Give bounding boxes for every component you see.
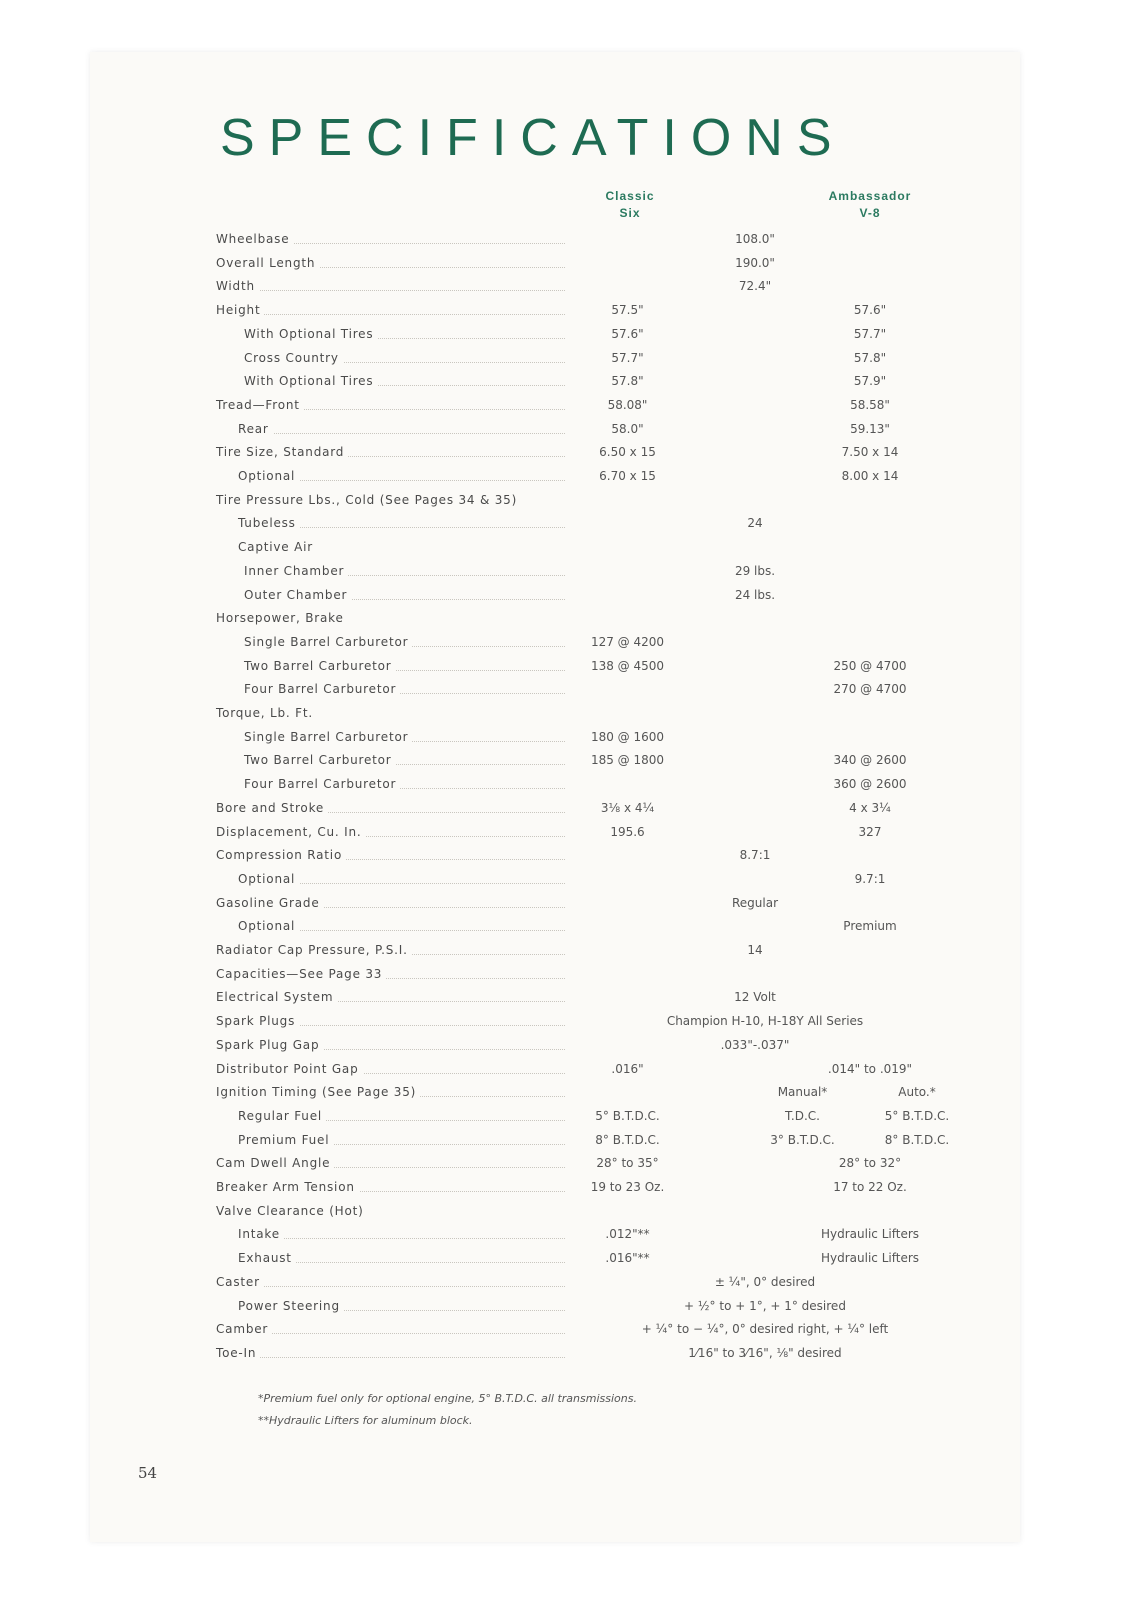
footnote-premium-fuel: *Premium fuel only for optional engine, 5° B.T.D.C. all transmissions. bbox=[258, 1392, 637, 1405]
spec-row bbox=[0, 872, 1132, 894]
spec-row bbox=[0, 540, 1132, 562]
classic-six-value: 6.70 x 15 bbox=[599, 469, 656, 483]
spec-label: Tire Pressure Lbs., Cold (See Pages 34 & 35) bbox=[216, 493, 521, 507]
ambassador-v8-value: 327 bbox=[858, 824, 882, 839]
ambassador-v8-value: Premium bbox=[843, 919, 897, 934]
ambassador-v8-value: 9.7:1 bbox=[854, 871, 886, 886]
column-header-line: Classic bbox=[605, 189, 655, 203]
spec-label: Captive Air bbox=[238, 540, 317, 554]
spec-label: Cam Dwell Angle bbox=[216, 1156, 334, 1170]
ambassador-v8-value: 8.00 x 14 bbox=[841, 469, 899, 483]
classic-six-value: 57.5" bbox=[611, 303, 644, 318]
spec-label: Tread—Front bbox=[216, 398, 304, 412]
spec-label: Height bbox=[216, 303, 264, 317]
ambassador-v8-value: 57.6" bbox=[853, 303, 887, 318]
spec-row bbox=[0, 682, 1132, 704]
classic-six-value: 58.08" bbox=[607, 397, 648, 412]
spec-label: Four Barrel Carburetor bbox=[244, 777, 400, 791]
ambassador-v8-value: 340 @ 2600 bbox=[833, 753, 907, 768]
dot-leader bbox=[224, 1322, 565, 1342]
classic-six-value: .012"** bbox=[605, 1227, 650, 1242]
shared-value: 72.4" bbox=[738, 279, 772, 294]
spec-row bbox=[0, 351, 1132, 373]
spec-row bbox=[0, 1014, 1132, 1036]
spec-label: Rear bbox=[238, 422, 273, 436]
spec-row bbox=[0, 825, 1132, 847]
classic-six-value: 8° B.T.D.C. bbox=[595, 1132, 660, 1147]
spec-row bbox=[0, 611, 1132, 633]
dot-leader bbox=[246, 422, 565, 442]
spec-label: Regular Fuel bbox=[238, 1109, 326, 1123]
classic-six-value: 3⅛ x 4¼ bbox=[600, 800, 655, 815]
shared-value: 24 bbox=[747, 516, 763, 531]
column-header-ambassador-v8 bbox=[810, 188, 930, 222]
spec-row bbox=[0, 445, 1132, 467]
spec-label: Distributor Point Gap bbox=[216, 1062, 363, 1076]
shared-value: 24 lbs. bbox=[734, 587, 776, 602]
spec-label: Spark Plugs bbox=[216, 1014, 299, 1028]
spec-label: Two Barrel Carburetor bbox=[244, 659, 396, 673]
ambassador-v8-value: 28° to 32° bbox=[838, 1156, 902, 1171]
shared-value: ± ¼", 0° desired bbox=[714, 1274, 816, 1289]
classic-six-value: 28° to 35° bbox=[596, 1156, 659, 1171]
spec-row bbox=[0, 896, 1132, 918]
spec-label: With Optional Tires bbox=[244, 327, 377, 341]
spec-row bbox=[0, 1156, 1132, 1178]
spec-row bbox=[0, 588, 1132, 610]
column-header-line: Ambassador bbox=[828, 189, 912, 203]
shared-value: 190.0" bbox=[735, 255, 775, 270]
column-header-classic-six bbox=[590, 188, 670, 222]
spec-label: Exhaust bbox=[238, 1251, 296, 1265]
ambassador-v8-value: 59.13" bbox=[850, 421, 890, 436]
spec-row bbox=[0, 1204, 1132, 1226]
spec-row bbox=[0, 493, 1132, 515]
spec-label: Torque, Lb. Ft. bbox=[216, 706, 317, 720]
spec-label: Width bbox=[216, 279, 259, 293]
spec-row bbox=[0, 469, 1132, 491]
ambassador-v8-value: 7.50 x 14 bbox=[841, 445, 899, 460]
classic-six-value: .016"** bbox=[605, 1251, 650, 1266]
spec-row bbox=[0, 1085, 1132, 1107]
spec-label: Valve Clearance (Hot) bbox=[216, 1204, 368, 1218]
spec-row bbox=[0, 990, 1132, 1012]
spec-label: Overall Length bbox=[216, 256, 319, 270]
spec-row bbox=[0, 1062, 1132, 1084]
shared-value: 12 Volt bbox=[734, 990, 776, 1005]
spec-row bbox=[0, 327, 1132, 349]
spec-label: Electrical System bbox=[216, 990, 337, 1004]
ambassador-v8-value: 270 @ 4700 bbox=[833, 682, 907, 697]
ambassador-v8-value: Hydraulic Lifters bbox=[820, 1251, 920, 1266]
shared-value: 108.0" bbox=[735, 232, 775, 246]
classic-six-value: 57.8" bbox=[611, 374, 644, 389]
shared-value: 1⁄16" to 3⁄16", ⅛" desired bbox=[688, 1345, 842, 1360]
spec-label: Bore and Stroke bbox=[216, 801, 328, 815]
spec-row bbox=[0, 753, 1132, 775]
spec-label: Optional bbox=[238, 919, 299, 933]
spec-label: Toe-In bbox=[216, 1346, 260, 1360]
ambassador-v8-value: 4 x 3¼ bbox=[849, 800, 891, 815]
column-header-line: V-8 bbox=[859, 206, 881, 220]
page-number: 54 bbox=[138, 1464, 158, 1482]
spec-row bbox=[0, 919, 1132, 941]
classic-six-value: 19 to 23 Oz. bbox=[590, 1180, 665, 1194]
spec-label: Single Barrel Carburetor bbox=[244, 635, 412, 649]
spec-row bbox=[0, 635, 1132, 657]
dot-leader bbox=[246, 1227, 565, 1247]
dot-leader bbox=[224, 1346, 565, 1366]
spec-row bbox=[0, 374, 1132, 396]
spec-row bbox=[0, 1346, 1132, 1368]
spec-row bbox=[0, 422, 1132, 444]
spec-label: Caster bbox=[216, 1275, 264, 1289]
spec-row bbox=[0, 943, 1132, 965]
ambassador-v8-value: 57.7" bbox=[853, 326, 887, 341]
ambassador-auto-value: 5° B.T.D.C. bbox=[884, 1108, 950, 1123]
shared-value: + ¼° to − ¼°, 0° desired right, + ¼° left bbox=[641, 1322, 889, 1337]
spec-label: Displacement, Cu. In. bbox=[216, 825, 366, 839]
ambassador-v8-value: .014" to .019" bbox=[827, 1061, 913, 1076]
spec-label: Radiator Cap Pressure, P.S.I. bbox=[216, 943, 412, 957]
dot-leader bbox=[224, 279, 565, 299]
spec-row bbox=[0, 1038, 1132, 1060]
shared-value: 14 bbox=[747, 943, 763, 957]
ambassador-v8-value: 58.58" bbox=[850, 397, 890, 412]
spec-row bbox=[0, 279, 1132, 301]
page-title: SPECIFICATIONS bbox=[220, 109, 846, 167]
spec-row bbox=[0, 848, 1132, 870]
footnote-hydraulic-lifters: **Hydraulic Lifters for aluminum block. bbox=[258, 1414, 473, 1427]
classic-six-value: 180 @ 1600 bbox=[590, 729, 665, 744]
ambassador-v8-value: Hydraulic Lifters bbox=[820, 1227, 920, 1242]
classic-six-value: 57.7" bbox=[611, 350, 644, 365]
spec-row bbox=[0, 659, 1132, 681]
classic-six-value: .016" bbox=[611, 1061, 644, 1076]
spec-row bbox=[0, 256, 1132, 278]
spec-label: Cross Country bbox=[244, 351, 343, 365]
classic-six-value: 138 @ 4500 bbox=[590, 658, 665, 673]
spec-label: Camber bbox=[216, 1322, 272, 1336]
shared-value: 29 lbs. bbox=[734, 563, 776, 578]
ambassador-manual-value: 3° B.T.D.C. bbox=[770, 1132, 835, 1147]
ambassador-manual-value: Manual* bbox=[777, 1085, 828, 1100]
spec-label: Optional bbox=[238, 872, 299, 886]
spec-row bbox=[0, 1275, 1132, 1297]
ambassador-auto-value: 8° B.T.D.C. bbox=[884, 1132, 950, 1147]
ambassador-v8-value: 57.8" bbox=[853, 350, 887, 365]
spec-row bbox=[0, 706, 1132, 728]
shared-value: Champion H-10, H-18Y All Series bbox=[666, 1014, 864, 1029]
spec-row bbox=[0, 303, 1132, 325]
spec-label: Single Barrel Carburetor bbox=[244, 730, 412, 744]
spec-row bbox=[0, 801, 1132, 823]
spec-label: Tubeless bbox=[238, 516, 300, 530]
spec-row bbox=[0, 232, 1132, 254]
spec-label: Four Barrel Carburetor bbox=[244, 682, 400, 696]
spec-label: Ignition Timing (See Page 35) bbox=[216, 1085, 420, 1099]
ambassador-manual-value: T.D.C. bbox=[785, 1108, 820, 1123]
classic-six-value: 195.6 bbox=[610, 824, 645, 839]
spec-label: Power Steering bbox=[238, 1299, 344, 1313]
spec-label: Capacities—See Page 33 bbox=[216, 967, 386, 981]
spec-row bbox=[0, 1227, 1132, 1249]
spec-row bbox=[0, 1133, 1132, 1155]
spec-row bbox=[0, 777, 1132, 799]
spec-label: Wheelbase bbox=[216, 232, 293, 246]
spec-row bbox=[0, 564, 1132, 586]
classic-six-value: 127 @ 4200 bbox=[590, 634, 665, 649]
spec-row bbox=[0, 730, 1132, 752]
spec-row bbox=[0, 967, 1132, 989]
spec-label: Intake bbox=[238, 1227, 284, 1241]
spec-row bbox=[0, 1299, 1132, 1321]
shared-value: + ½° to + 1°, + 1° desired bbox=[684, 1298, 846, 1313]
classic-six-value: 5° B.T.D.C. bbox=[595, 1108, 660, 1123]
spec-label: With Optional Tires bbox=[244, 374, 377, 388]
ambassador-v8-value: 17 to 22 Oz. bbox=[833, 1180, 907, 1194]
spec-label: Premium Fuel bbox=[238, 1133, 333, 1147]
spec-label: Inner Chamber bbox=[244, 564, 348, 578]
spec-label: Gasoline Grade bbox=[216, 896, 324, 910]
ambassador-auto-value: Auto.* bbox=[898, 1085, 936, 1100]
spec-label: Outer Chamber bbox=[244, 588, 351, 602]
column-header-line: Six bbox=[619, 206, 641, 220]
spec-label: Compression Ratio bbox=[216, 848, 346, 862]
spec-row bbox=[0, 1251, 1132, 1273]
dot-leader bbox=[224, 303, 565, 323]
spec-row bbox=[0, 398, 1132, 420]
spec-label: Horsepower, Brake bbox=[216, 611, 348, 625]
spec-label: Breaker Arm Tension bbox=[216, 1180, 359, 1194]
spec-row bbox=[0, 1109, 1132, 1131]
classic-six-value: 57.6" bbox=[611, 326, 644, 341]
spec-row bbox=[0, 516, 1132, 538]
dot-leader bbox=[224, 1275, 565, 1295]
ambassador-v8-value: 360 @ 2600 bbox=[833, 777, 907, 792]
shared-value: .033"-.037" bbox=[720, 1037, 790, 1052]
spec-row bbox=[0, 1322, 1132, 1344]
classic-six-value: 185 @ 1800 bbox=[590, 753, 665, 768]
ambassador-v8-value: 57.9" bbox=[853, 374, 887, 389]
shared-value: Regular bbox=[731, 895, 779, 910]
spec-label: Spark Plug Gap bbox=[216, 1038, 323, 1052]
classic-six-value: 58.0" bbox=[611, 421, 644, 436]
spec-label: Tire Size, Standard bbox=[216, 445, 348, 459]
classic-six-value: 6.50 x 15 bbox=[599, 445, 656, 460]
spec-row bbox=[0, 1180, 1132, 1202]
spec-label: Two Barrel Carburetor bbox=[244, 753, 396, 767]
ambassador-v8-value: 250 @ 4700 bbox=[833, 658, 907, 673]
shared-value: 8.7:1 bbox=[739, 848, 771, 863]
spec-label: Optional bbox=[238, 469, 299, 483]
